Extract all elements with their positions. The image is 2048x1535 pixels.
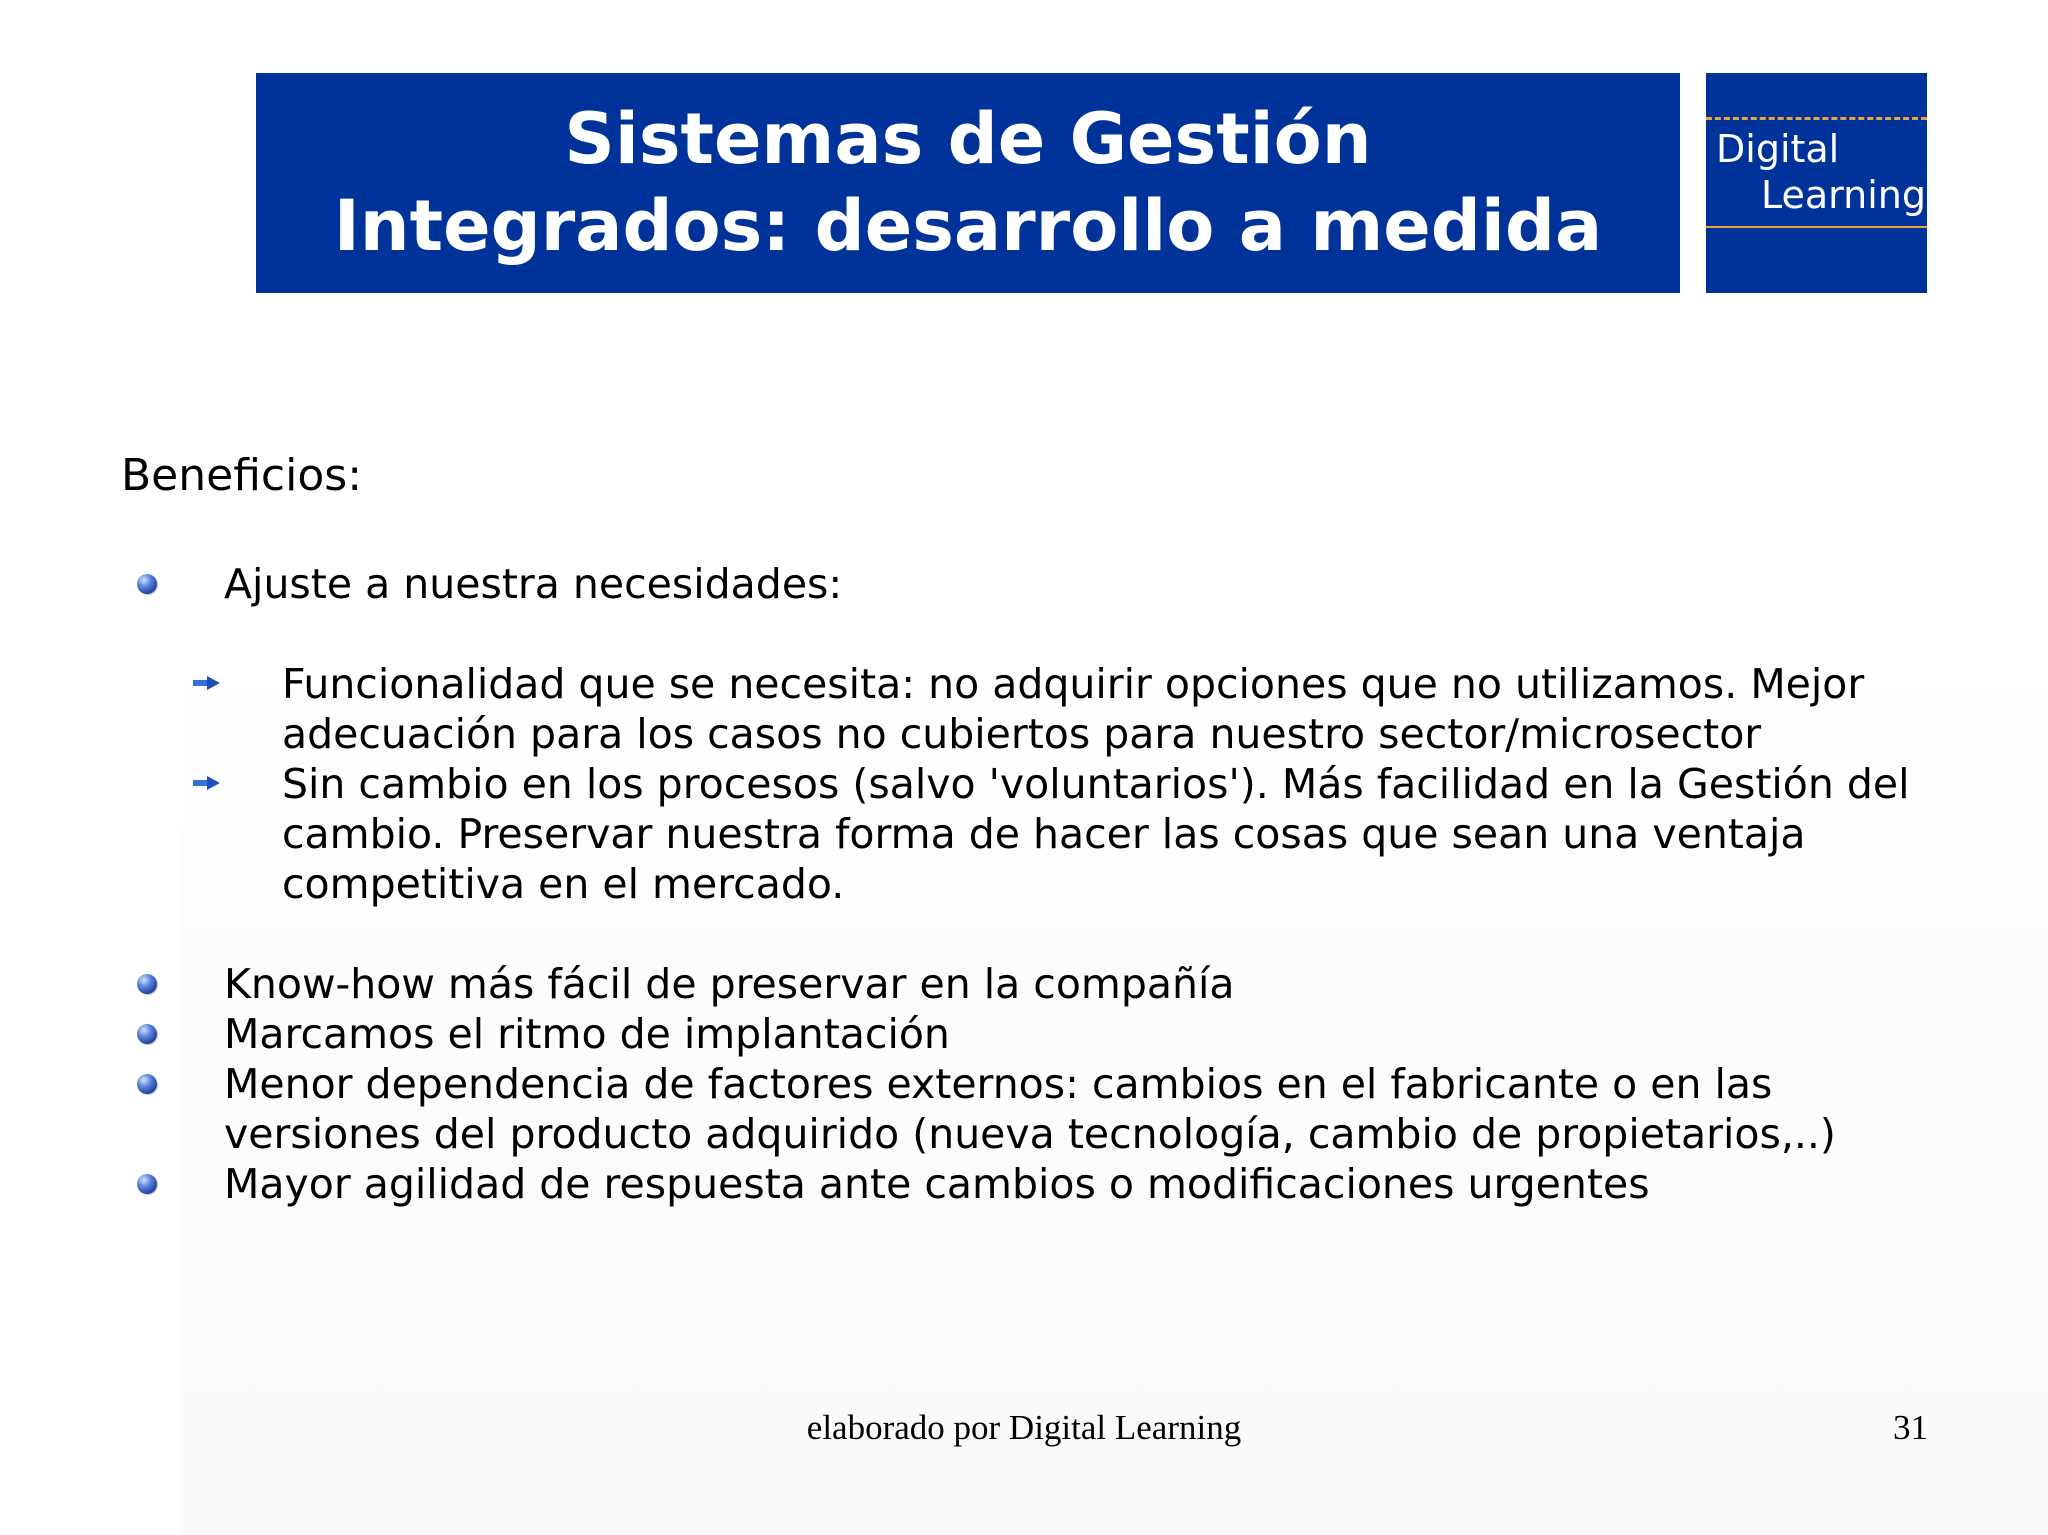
footer-credit: elaborado por Digital Learning: [806, 1408, 1242, 1447]
bullet-text-line-2: versiones del producto adquirido (nueva tecnología, cambio de propietarios,..): [224, 1110, 1836, 1158]
bullet-item-ritmo: [224, 1009, 950, 1059]
slide-title-line-1: Sistemas de Gestión: [564, 98, 1372, 180]
bullet-text: Marcamos el ritmo de implantación: [224, 1010, 950, 1058]
blue-sphere-bullet-icon: [137, 974, 157, 994]
blue-arrow-bullet-icon: [193, 775, 221, 791]
bullet-item-dependencia: [224, 1059, 1836, 1159]
slide-title-line-2: Integrados: desarrollo a medida: [333, 185, 1603, 267]
bullet-text: Know-how más fácil de preservar en la compañía: [224, 960, 1235, 1008]
bullet-text: Ajuste a nuestra necesidades:: [224, 560, 843, 608]
bullet-item-ajuste: [224, 559, 842, 609]
blue-arrow-bullet-icon: [193, 675, 221, 691]
logo-underline: [1706, 226, 1927, 228]
page-number: 31: [1893, 1408, 1928, 1447]
bullet-item-agilidad: [224, 1159, 1650, 1209]
sub-bullet-text-line-1: Sin cambio en los procesos (salvo 'voluntarios'). Más facilidad en la Gestión del: [282, 760, 1910, 808]
logo-dashed-line: [1706, 117, 1927, 120]
bullet-item-know-how: [224, 959, 1235, 1009]
blue-sphere-bullet-icon: [137, 1174, 157, 1194]
blue-sphere-bullet-icon: [137, 1024, 157, 1044]
bullet-text-line-1: Menor dependencia de factores externos: cambios en el fabricante o en las: [224, 1060, 1773, 1108]
sub-bullet-item-funcionalidad: [282, 659, 1864, 759]
sub-bullet-text-line-2: cambio. Preservar nuestra forma de hacer las cosas que sean una ventaja: [282, 810, 1806, 858]
sub-bullet-text-line-1: Funcionalidad que se necesita: no adquirir opciones que no utilizamos. Mejor: [282, 660, 1865, 708]
logo-text-learning: Learning: [1761, 173, 1926, 217]
sub-bullet-text-line-2: adecuación para los casos no cubiertos para nuestro sector/microsector: [282, 710, 1762, 758]
title-banner: [256, 73, 1680, 293]
sub-bullet-text-line-3: competitiva en el mercado.: [282, 860, 845, 908]
sub-bullet-item-sin-cambio: [282, 759, 1910, 909]
blue-sphere-bullet-icon: [137, 574, 157, 594]
bullet-text: Mayor agilidad de respuesta ante cambios o modificaciones urgentes: [224, 1160, 1650, 1208]
section-heading-beneficios: Beneficios:: [121, 450, 363, 501]
digital-learning-logo: [1706, 73, 1927, 293]
blue-sphere-bullet-icon: [137, 1074, 157, 1094]
logo-text-digital: Digital: [1716, 127, 1840, 171]
